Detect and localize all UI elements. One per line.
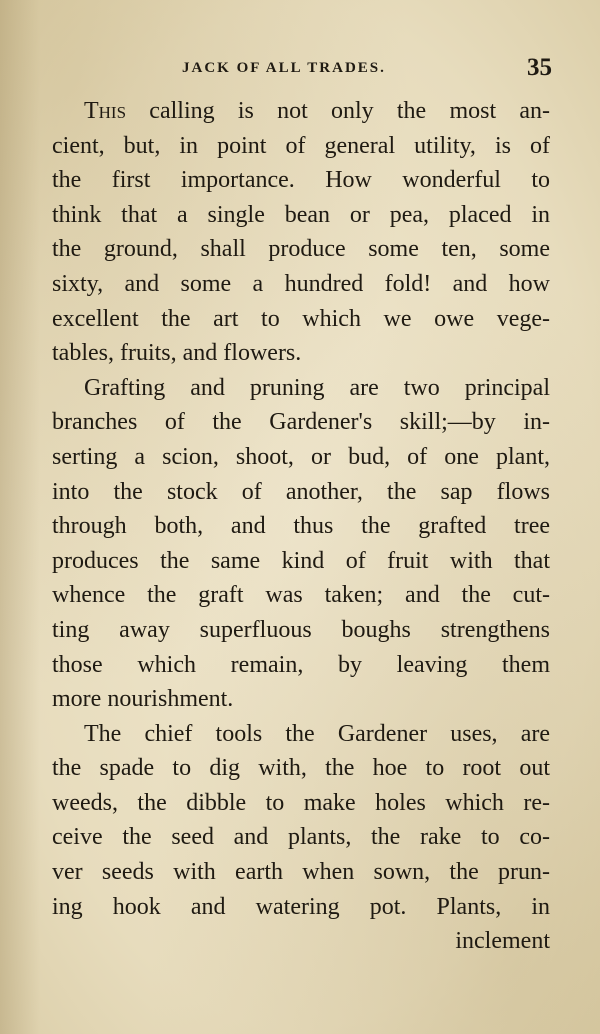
text-line-rest: calling is not only the most an-: [126, 98, 550, 124]
page-header: [52, 54, 552, 84]
page-number: 35: [527, 54, 552, 81]
running-head: JACK OF ALL TRADES.: [182, 60, 386, 76]
text-line: ting away superfluous boughs strengthens: [52, 616, 550, 643]
text-line: [52, 94, 550, 129]
body-text: [52, 94, 550, 959]
text-line: more nourishment.: [52, 686, 234, 713]
text-line: through both, and thus the grafted tree: [52, 513, 550, 540]
text-line: branches of the Gardener's skill;—by in-: [52, 409, 550, 436]
text-line: whence the graft was taken; and the cut-: [52, 582, 550, 609]
text-line: Grafting and pruning are two principal: [84, 374, 550, 401]
text-line: The chief tools the Gardener uses, are: [84, 720, 550, 747]
text-line: serting a scion, shoot, or bud, of one plant,: [52, 443, 550, 470]
text-line: the first importance. How wonderful to: [52, 167, 550, 194]
text-line: those which remain, by leaving them: [52, 651, 550, 678]
text-line: into the stock of another, the sap flows: [52, 478, 550, 505]
text-line: ing hook and watering pot. Plants, in: [52, 893, 550, 920]
catchword: inclement: [455, 928, 550, 955]
text-line: weeds, the dibble to make holes which re-: [52, 789, 550, 816]
page-edge-shadow: [0, 0, 40, 1034]
text-line: sixty, and some a hundred fold! and how: [52, 270, 550, 297]
text-line: tables, fruits, and flowers.: [52, 340, 302, 367]
text-line: the spade to dig with, the hoe to root out: [52, 755, 550, 782]
text-line: cient, but, in point of general utility, is of: [52, 132, 550, 159]
text-line: ver seeds with earth when sown, the prun-: [52, 859, 550, 886]
text-line: produces the same kind of fruit with that: [52, 547, 550, 574]
text-line: the ground, shall produce some ten, some: [52, 236, 550, 263]
text-line: excellent the art to which we owe vege-: [52, 305, 550, 332]
opening-word: This: [84, 98, 127, 124]
text-line: ceive the seed and plants, the rake to co-: [52, 824, 550, 851]
text-line: think that a single bean or pea, placed in: [52, 201, 550, 228]
